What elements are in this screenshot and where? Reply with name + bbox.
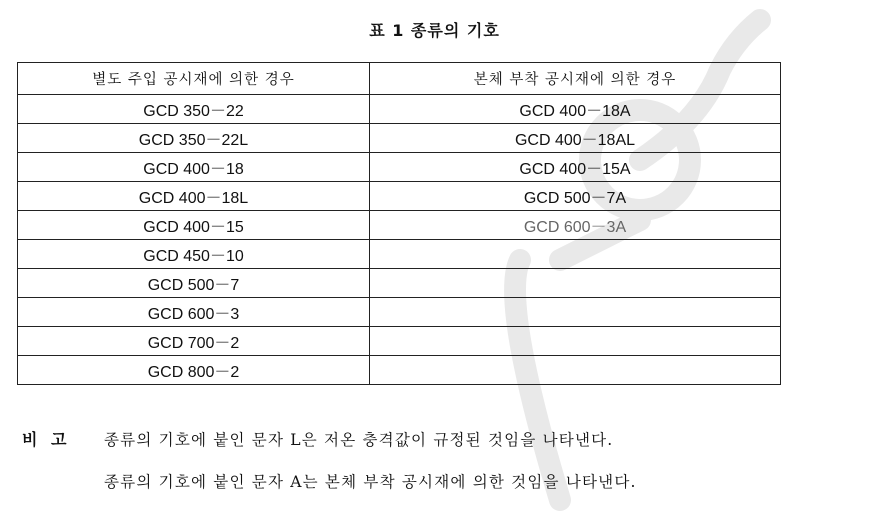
remark-label: 비 고 [22, 430, 71, 449]
table-cell: GCD 350－22L [18, 124, 370, 153]
table-header-row [18, 63, 781, 95]
table-row [18, 269, 781, 298]
table-row [18, 327, 781, 356]
table-row [18, 298, 781, 327]
table-cell: GCD 400－18L [18, 182, 370, 211]
remark-text: 종류의 기호에 붙인 문자 L은 저온 충격값이 규정된 것임을 나타낸다. [104, 431, 614, 449]
table-cell: GCD 400－18A [370, 95, 781, 124]
table-cell: GCD 800－2 [18, 356, 370, 385]
table-row [18, 240, 781, 269]
table-cell: GCD 600－3A [370, 211, 781, 240]
table-cell: GCD 450－10 [18, 240, 370, 269]
remark-line [22, 470, 862, 498]
table-cell: GCD 700－2 [18, 327, 370, 356]
table-cell: GCD 600－3 [18, 298, 370, 327]
table-cell: GCD 400－18 [18, 153, 370, 182]
table-row [18, 95, 781, 124]
symbol-table [17, 62, 781, 385]
table-title: 표 1 종류의 기호 [369, 21, 500, 40]
table-cell: GCD 400－15A [370, 153, 781, 182]
header-attached-sample: 본체 부착 공시재에 의한 경우 [370, 63, 781, 95]
table-cell [370, 298, 781, 327]
table-row [18, 211, 781, 240]
remark-text: 종류의 기호에 붙인 문자 A는 본체 부착 공시재에 의한 것임을 나타낸다. [104, 473, 637, 491]
table-cell [370, 269, 781, 298]
table-row [18, 182, 781, 211]
header-separate-cast: 별도 주입 공시재에 의한 경우 [18, 63, 370, 95]
remark-line [22, 427, 862, 455]
table-row [18, 124, 781, 153]
table-cell: GCD 400－18AL [370, 124, 781, 153]
remarks-section [22, 427, 862, 498]
table-cell: GCD 500－7A [370, 182, 781, 211]
table-cell [370, 240, 781, 269]
table-cell: GCD 500－7 [18, 269, 370, 298]
table-cell [370, 327, 781, 356]
table-row [18, 356, 781, 385]
table-cell: GCD 350－22 [18, 95, 370, 124]
table-cell [370, 356, 781, 385]
table-row [18, 153, 781, 182]
table-cell: GCD 400－15 [18, 211, 370, 240]
